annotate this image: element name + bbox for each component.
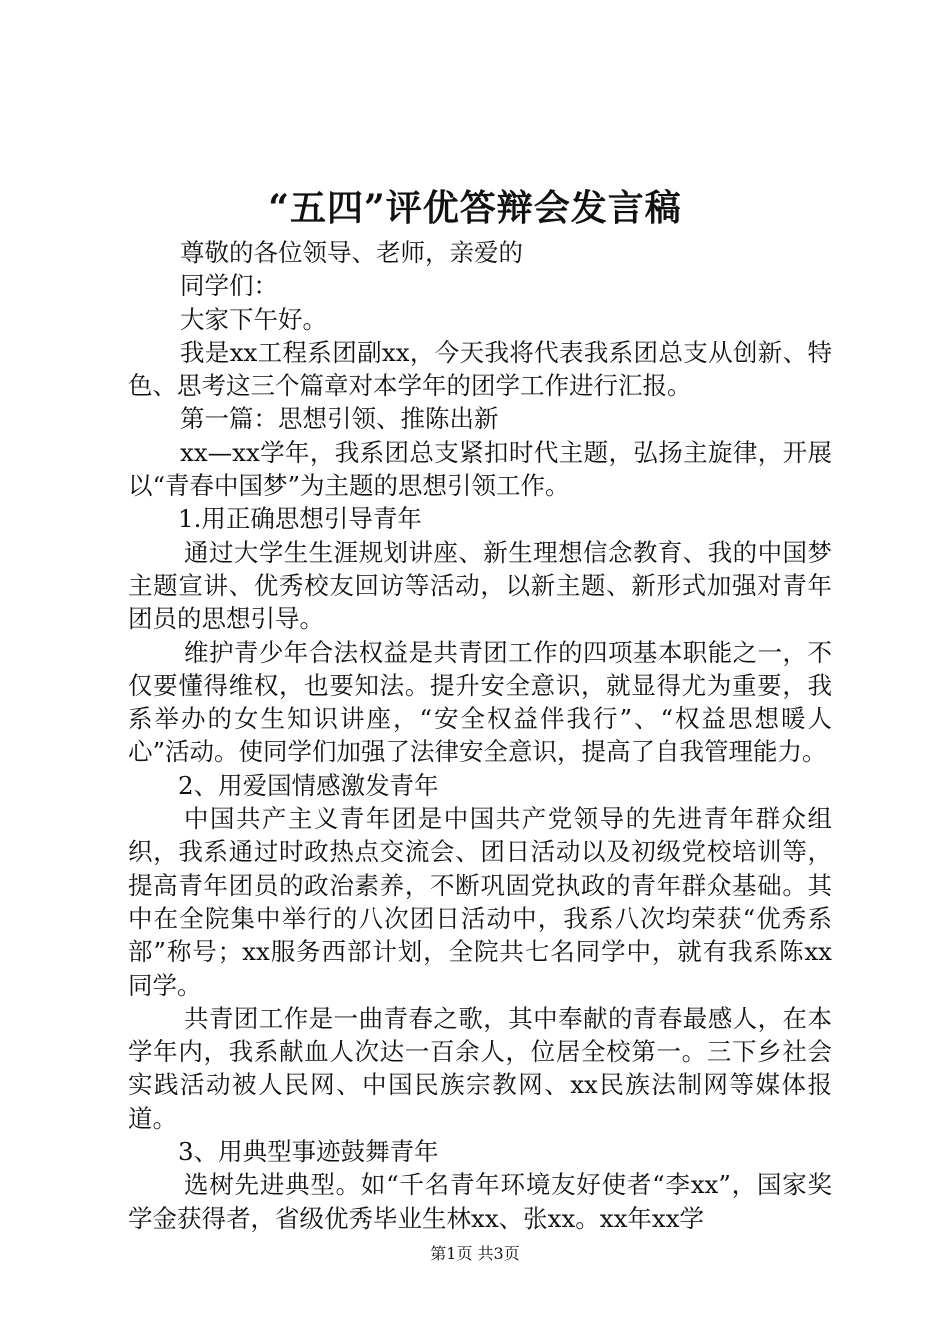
subheading-1: 1.用正确思想引导青年: [178, 504, 422, 534]
page-title: “五四”评优答辩会发言稿: [268, 187, 682, 229]
paragraph-greeting-line1: 尊敬的各位领导、老师，亲爱的: [180, 238, 523, 267]
paragraph-patriotism: 中国共产主义青年团是中国共产党领导的先进青年群众组织，我系通过时政热点交流会、团日活动以及初级党校培训等，提高青年团员的政治素养，不断巩固党执政的青年群众基础。其中在全院集中举行的八次团日活动中，我系八次均荣获“优秀系部”称号；xx服务西部计划，全院共七名同学中，就有我系陈xx同学。: [128, 804, 832, 1000]
paragraph-volunteer-service: 共青团工作是一曲青春之歌，其中奉献的青春最感人，在本学年内，我系献血人次达一百余人，位居全校第一。三下乡社会实践活动被人民网、中国民族宗教网、xx民族法制网等媒体报道。: [128, 1003, 832, 1133]
paragraph-greeting-line2: 同学们：: [180, 271, 278, 301]
paragraph-introduction: 我是xx工程系团副xx，今天我将代表我系团总支从创新、特色、思考这三个篇章对本学年的团学工作进行汇报。: [128, 337, 832, 401]
section-heading-part-one: 第一篇：思想引领、推陈出新: [180, 404, 499, 434]
page-footer: 第1页 共3页: [430, 1244, 520, 1263]
paragraph-thought-guidance: 通过大学生生涯规划讲座、新生理想信念教育、我的中国梦主题宣讲、优秀校友回访等活动，以新主题、新形式加强对青年团员的思想引导。: [128, 537, 832, 634]
paragraph-part-one-summary: xx—xx学年，我系团总支紧扣时代主题，弘扬主旋律，开展以“青春中国梦”为主题的思想引领工作。: [128, 437, 832, 501]
paragraph-good-afternoon: 大家下午好。: [180, 304, 327, 334]
subheading-3: 3、用典型事迹鼓舞青年: [178, 1137, 439, 1167]
paragraph-role-models: 选树先进典型。如“千名青年环境友好使者“李xx”，国家奖学金获得者，省级优秀毕业生林xx、张xx。xx年xx学: [128, 1170, 832, 1233]
paragraph-rights-protection: 维护青少年合法权益是共青团工作的四项基本职能之一，不仅要懂得维权，也要知法。提升安全意识，就显得尤为重要，我系举办的女生知识讲座，“安全权益伴我行”、“权益思想暖人心”活动。使同学们加强了法律安全意识，提高了自我管理能力。: [128, 637, 832, 767]
document-body: [128, 236, 832, 1235]
subheading-2: 2、用爱国情感激发青年: [178, 770, 439, 800]
